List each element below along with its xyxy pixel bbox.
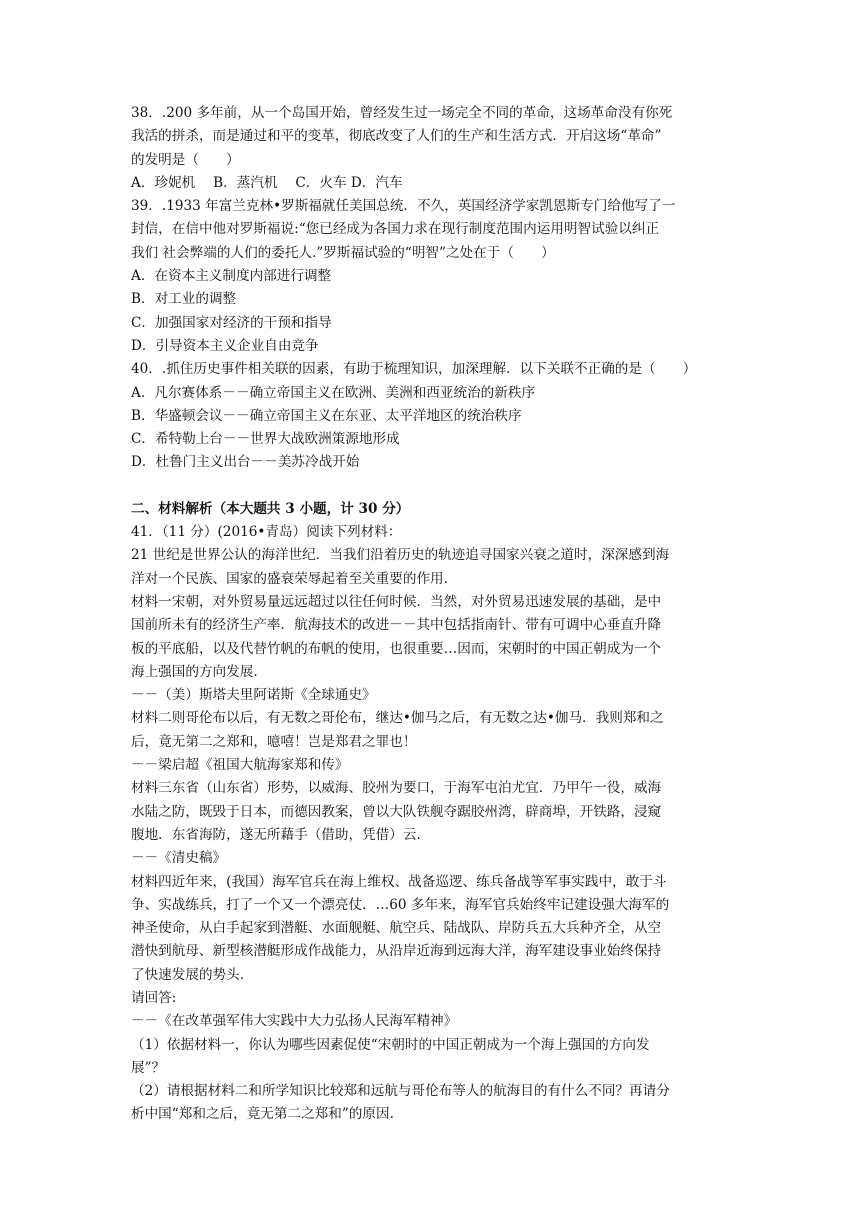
question-text-line: 的发明是（ ） bbox=[131, 151, 240, 168]
question-text-line: 39．.1933 年富兰克林•罗斯福就任美国总统．不久，英国经济学家凯恩斯专门给他写了一 bbox=[131, 198, 676, 215]
sub-question-2: （2）请根据材料二和所学知识比较郑和远航与哥伦布等人的航海目的有什么不同？再请分 bbox=[131, 1083, 670, 1100]
question-text-line: 21 世纪是世界公认的海洋世纪．当我们沿着历史的轨迹追寻国家兴衰之道时，深深感到海 bbox=[131, 547, 670, 564]
answer-option-c: C．希特勒上台－－世界大战欧洲策源地形成 bbox=[131, 431, 400, 448]
question-41 bbox=[131, 521, 735, 1127]
question-38 bbox=[131, 102, 735, 195]
material-text-line: 后，竟无第二之郑和，噫嘻！岂是郑君之罪也！ bbox=[131, 733, 417, 750]
material-text-line: 材料二则哥伦布以后，有无数之哥伦布，继达•伽马之后，有无数之达•伽马．我则郑和之 bbox=[131, 710, 664, 727]
sub-question-1-cont: 展”？ bbox=[131, 1059, 166, 1076]
material-text-line: 海上强国的方向发展. bbox=[131, 663, 258, 680]
section-heading: 二、材料解析（本大题共 3 小题，计 30 分） bbox=[131, 500, 410, 517]
material-text-line: 材料一宋朝，对外贸易量远远超过以往任何时候．当然，对外贸易迅速发展的基础，是中 bbox=[131, 593, 662, 610]
sub-question-2-cont: 析中国“郑和之后，竟无第二之郑和”的原因. bbox=[131, 1106, 394, 1123]
material-text-line: 材料四近年来，(我国）海军官兵在海上维权、战备巡逻、练兵备战等军事实践中，敢于斗 bbox=[131, 873, 667, 890]
section-spacer bbox=[131, 475, 735, 498]
material-source: －－《清史稿》 bbox=[131, 850, 227, 867]
material-text-line: 国前所未有的经济生产率．航海技术的改进－－其中包括指南针、带有可调中心垂直升降 bbox=[131, 617, 662, 634]
answer-option-d: D．杜鲁门主义出台－－美苏冷战开始 bbox=[131, 454, 360, 471]
answer-option-c: C．加强国家对经济的干预和指导 bbox=[131, 314, 332, 331]
answer-option-d: D．引导资本主义企业自由竞争 bbox=[131, 337, 319, 354]
question-text-line: 封信，在信中他对罗斯福说:“您已经成为各国力求在现行制度范围内运用明智试验以纠正 bbox=[131, 221, 660, 238]
question-text-line: 38．.200 多年前，从一个岛国开始，曾经发生过一场完全不同的革命，这场革命没有你死 bbox=[131, 105, 673, 121]
answer-option-a: A．在资本主义制度内部进行调整 bbox=[131, 268, 332, 285]
answer-option-b: B．华盛顿会议－－确立帝国主义在东亚、太平洋地区的统治秩序 bbox=[131, 407, 522, 424]
prompt-line: 请回答: bbox=[131, 989, 177, 1006]
material-text-line: 腹地．东省海防，遂无所藉手（借助，凭借）云. bbox=[131, 826, 421, 843]
material-text-line: 争、实战练兵，打了一个又一个漂亮仗．…60 多年来，海军官兵始终牢记建设强大海军的 bbox=[131, 896, 670, 913]
material-text-line: 水陆之防，既毁于日本，而德因教案，曾以大队铁舰夺踞胶州湾，辟商埠，开铁路，浸窥 bbox=[131, 803, 662, 820]
answer-option-a: A．凡尔赛体系－－确立帝国主义在欧洲、美洲和西亚统治的新秩序 bbox=[131, 384, 536, 401]
answer-options: A．珍妮机 B．蒸汽机 C．火车 D．汽车 bbox=[131, 174, 403, 191]
material-text-line: 了快速发展的势头. bbox=[131, 966, 245, 983]
material-text-line: 板的平底船，以及代替竹帆的布帆的使用，也很重要…因而，宋朝时的中国正朝成为一个 bbox=[131, 640, 662, 657]
material-text-line: 材料三东省（山东省）形势，以威海、胶州为要口，于海军屯泊尤宜．乃甲午一役，威海 bbox=[131, 780, 662, 797]
question-text-line: 我活的拼杀，而是通过和平的变革，彻底改变了人们的生产和生活方式．开启这场“革命” bbox=[131, 128, 662, 145]
answer-option-b: B．对工业的调整 bbox=[131, 291, 237, 308]
question-text-line: 40．.抓住历史事件相关联的因素，有助于梳理知识，加深理解．以下关联不正确的是（ ） bbox=[131, 361, 697, 378]
material-text-line: 潜快到航母、新型核潜艇形成作战能力，从沿岸近海到远海大洋，海军建设事业始终保持 bbox=[131, 943, 662, 960]
question-text-line: 洋对一个民族、国家的盛衰荣辱起着至关重要的作用. bbox=[131, 570, 448, 587]
question-text-line: 41．（11 分）(2016•青岛）阅读下列材料： bbox=[131, 524, 402, 541]
question-39 bbox=[131, 195, 735, 358]
material-source: －－《在改革强军伟大实践中大力弘扬人民海军精神》 bbox=[131, 1013, 458, 1030]
sub-question-1: （1）依据材料一，你认为哪些因素促使“宋朝时的中国正朝成为一个海上强国的方向发 bbox=[131, 1036, 650, 1053]
material-source: －－梁启超《祖国大航海家郑和传》 bbox=[131, 757, 349, 774]
question-40 bbox=[131, 358, 735, 474]
page-content bbox=[131, 102, 735, 1127]
material-text-line: 神圣使命，从白手起家到潜艇、水面舰艇、航空兵、陆战队、岸防兵五大兵种齐全，从空 bbox=[131, 920, 662, 937]
question-text-line: 我们 社会弊端的人们的委托人.”罗斯福试验的“明智”之处在于（ ） bbox=[131, 244, 555, 261]
material-source: －－（美）斯塔夫里阿诺斯《全球通史》 bbox=[131, 687, 376, 704]
